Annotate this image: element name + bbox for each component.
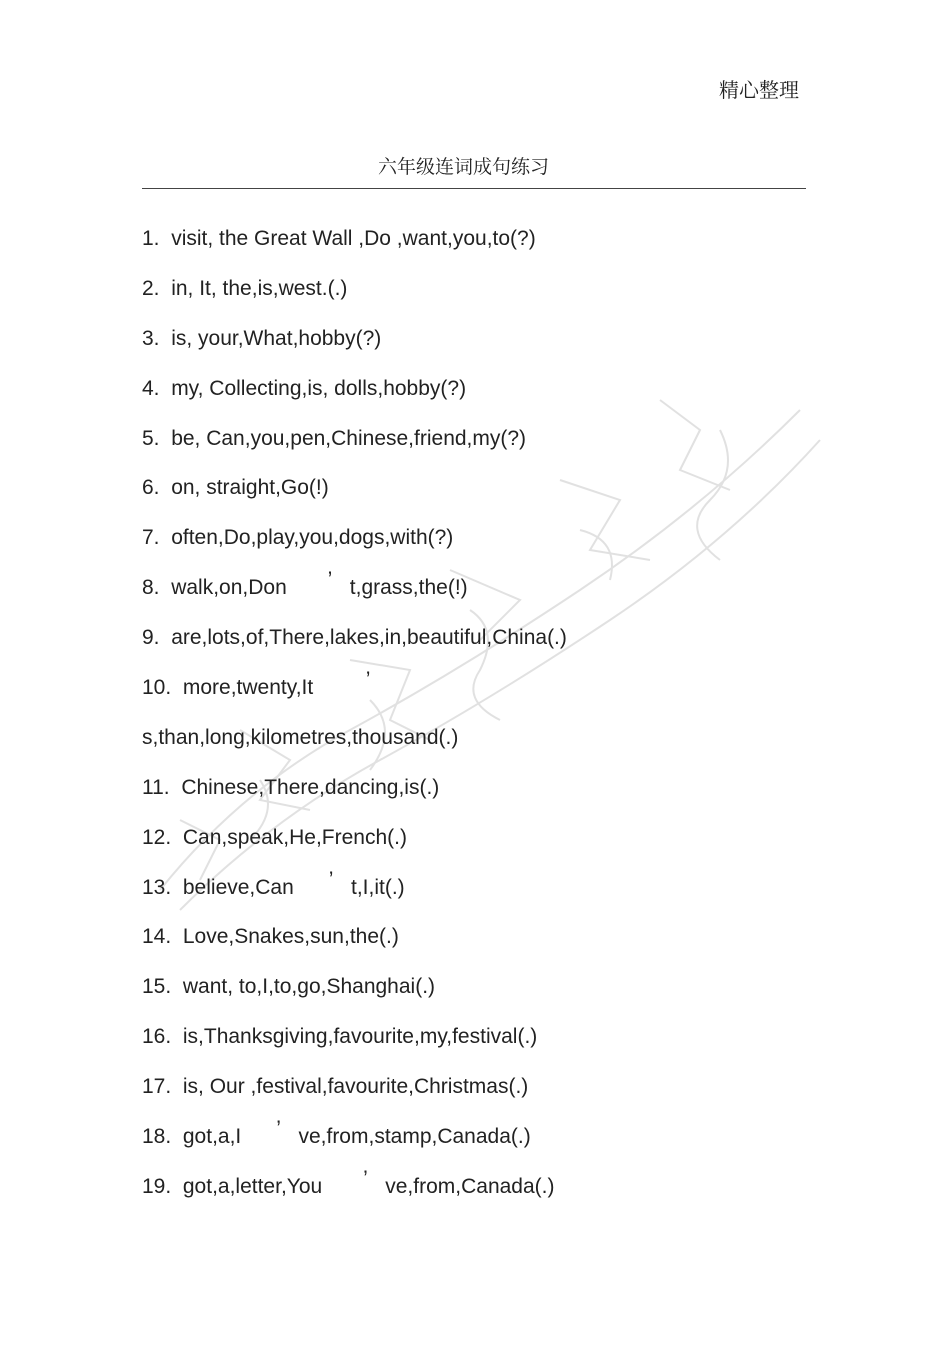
item-text: believe,Can <box>182 875 294 899</box>
apostrophe: ’ <box>363 1166 368 1190</box>
item-text-continued: ve,from,stamp,Canada(.) <box>298 1125 531 1149</box>
exercise-item-5 <box>142 424 842 474</box>
item-text: is, your,What,hobby(?) <box>171 326 382 350</box>
document-title: 六年级连词成句练习 <box>378 156 550 178</box>
item-text-continued: ve,from,Canada(.) <box>385 1174 555 1198</box>
item-text: are,lots,of,There,lakes,in,beautiful,China(.) <box>171 626 567 650</box>
item-number: 19. <box>142 1174 172 1198</box>
item-text: Chinese,There,dancing,is(.) <box>181 775 440 799</box>
exercise-item-9 <box>142 623 842 673</box>
item-number: 1. <box>142 227 160 250</box>
exercise-item-7 <box>142 523 842 573</box>
item-text: more,twenty,It <box>182 676 314 700</box>
apostrophe: ’ <box>327 568 333 592</box>
apostrophe: ’ <box>276 1117 281 1141</box>
item-text-continued: t,grass,the(!) <box>349 576 468 600</box>
apostrophe: ’ <box>328 867 334 891</box>
title-divider <box>142 188 806 189</box>
item-number: 11. <box>142 775 170 799</box>
item-number: 10. <box>142 676 172 700</box>
item-text: my, Collecting,is, dolls,hobby(?) <box>171 376 467 400</box>
item-text: want, to,I,to,go,Shanghai(.) <box>182 975 436 999</box>
item-number: 18. <box>142 1125 172 1149</box>
exercise-item-6 <box>142 473 842 523</box>
item-number: 4. <box>142 376 160 400</box>
item-text: got,a,letter,You <box>182 1174 323 1198</box>
item-number: 5. <box>142 426 160 450</box>
exercise-item-19 <box>142 1166 842 1222</box>
exercise-list <box>142 224 842 1222</box>
exercise-item-1 <box>142 224 842 274</box>
exercise-item-2 <box>142 274 842 324</box>
item-text-continued: t,I,it(.) <box>350 875 405 899</box>
exercise-item-17 <box>142 1072 842 1122</box>
exercise-item-8 <box>142 568 842 623</box>
exercise-item-18 <box>142 1117 842 1172</box>
item-number: 17. <box>142 1075 172 1099</box>
item-number: 2. <box>142 276 160 300</box>
item-text: walk,on,Don <box>171 576 287 600</box>
item-text: got,a,I <box>182 1125 242 1149</box>
item-number: 13. <box>142 875 172 899</box>
exercise-item-11 <box>142 773 842 823</box>
item-number: 6. <box>142 476 160 500</box>
exercise-item-10-continuation <box>142 723 842 773</box>
header-note: 精心整理 <box>719 78 799 102</box>
item-number: 14. <box>142 925 172 949</box>
exercise-item-15 <box>142 972 842 1022</box>
item-number: 16. <box>142 1025 172 1049</box>
item-text: is, Our ,festival,favourite,Christmas(.) <box>182 1075 529 1099</box>
item-text: is,Thanksgiving,favourite,my,festival(.) <box>182 1025 538 1049</box>
exercise-item-10 <box>142 668 842 723</box>
item-text: on, straight,Go(!) <box>171 476 329 500</box>
item-number: 12. <box>142 825 172 849</box>
item-text-continuation: s,than,long,kilometres,thousand(.) <box>142 725 459 749</box>
exercise-item-4 <box>142 374 842 424</box>
exercise-item-16 <box>142 1022 842 1072</box>
exercise-item-3 <box>142 324 842 374</box>
item-text: Can,speak,He,French(.) <box>182 825 407 849</box>
item-number: 9. <box>142 626 160 650</box>
item-text: often,Do,play,you,dogs,with(?) <box>171 526 454 550</box>
item-text: Love,Snakes,sun,the(.) <box>182 925 399 949</box>
item-number: 8. <box>142 576 160 600</box>
exercise-item-14 <box>142 922 842 972</box>
exercise-item-13 <box>142 867 842 923</box>
item-number: 7. <box>142 526 160 550</box>
item-text: in, It, the,is,west.(.) <box>171 276 348 300</box>
item-text: be, Can,you,pen,Chinese,friend,my(?) <box>171 426 527 450</box>
item-number: 3. <box>142 326 160 350</box>
apostrophe: ’ <box>365 668 371 692</box>
exercise-item-12 <box>142 823 842 873</box>
item-text: visit, the Great Wall ,Do ,want,you,to(?) <box>171 227 536 250</box>
item-number: 15. <box>142 975 172 999</box>
